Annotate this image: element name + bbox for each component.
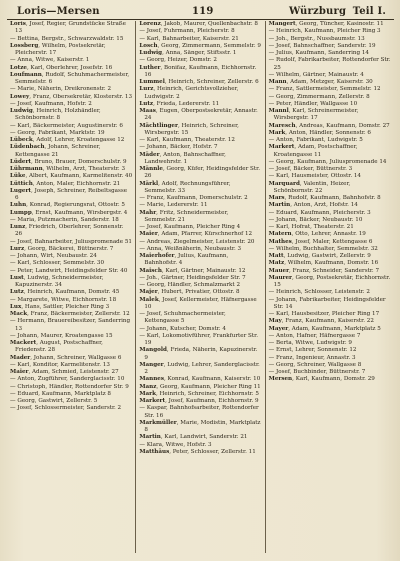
directory-entry: Lutz, Heinrich, Kaufmann, Domstr. 45 [10,289,120,296]
directory-entry: — Maria, Putzmacherin, Sanderstr. 18 [10,216,119,223]
directory-entry: Lorenz, Jakob, Maurer, Quellenbachstr. 8 [139,21,258,27]
directory-entry: Mathes, Josef, Maler, Kettengasse 6 [268,238,373,245]
directory-entry: — Eduard, Kaufmann, Pleicherstr. 3 [268,209,371,216]
directory-entry: — Marie, Ledererstr. 11 [139,202,208,209]
directory-entry: Maisch, Karl, Gärtner, Mainaustr. 12 [139,267,246,274]
directory-entry: — Marie, Näherin, Dreikronenstr. 2 [10,86,112,93]
directory-entry: Männle, Georg, Küfer, Heidingsfelder Str. 26 [139,166,260,180]
directory-entry: — Anna, Witwe, Kaiserstr. 1 [10,57,90,64]
directory-entry: — Georg, Kaufmann, Juliuspromenade 14 [268,158,387,165]
directory-entry: — Christoph, Händler, Rottendorfer Str. 9 [10,383,129,390]
directory-entry: Mannl, Karl, Schreinermeister, Wirsbergstr. 17 [268,108,359,122]
directory-entry: Loris, Josef, Regier, Grundstücke Straße 13 [10,21,126,35]
directory-entry: — Karl, Lokomotivführer, Frankfurter Str. 19 [139,332,258,346]
directory-entry: — Karl, Hofrat, Theaterstr. 21 [268,224,354,230]
directory-entry: Lunz, Friedrich, Oberlehrer, Sonnenstr. 26 [10,224,124,238]
directory-entry: Martin, Anton, Arzt, Hofstr. 14 [268,202,358,209]
directory-entry: — Franz, Kaufmann, Domerschulstr. 2 [139,195,248,201]
directory-entry: — Berta, Witwe, Ludwigstr. 9 [268,340,352,346]
directory-entry: Lurz, Heinrich, Gerichtsvollzieher, Ludwigstr. 2 [139,86,239,100]
directory-entry: — Josef, Bahnarbeiter, Juliuspromenade 51 [10,238,132,245]
directory-entry: Matt, Ludwig, Gastwirt, Zellerstr. 9 [268,253,371,259]
directory-entry: Markmüller, Marie, Modistin, Marktplatz 8 [139,419,261,433]
directory-entry: Lummel, Heinrich, Schreiner, Zellerstr. 6 [139,79,259,85]
directory-entry: Mangert, Georg, Tüncher, Kasinostr. 11 [268,21,384,27]
directory-entry: — Josef, Buchbinder, Büttnerstr. 7 [268,369,366,375]
directory-entry: — Margarete, Witwe, Eichhornstr. 18 [10,296,117,303]
page-header [7,6,394,20]
directory-entry: — Anton, Fabrikant, Ludwigstr. 5 [268,137,363,143]
directory-entry: Mader, Johann, Schreiner, Wallgasse 6 [10,354,122,361]
directory-entry: Lübeck, Adolf, Lehrer, Kroatengasse 12 [10,137,125,143]
directory-entry: Luther, Bonifaz, Kaufmann, Eichhornstr. 16 [139,64,257,78]
directory-entry: — Julius, Kaufmann, Sanderring 14 [268,50,369,56]
directory-entry: Mangold, Frieda, Näherin, Kapuzinerstr. 9 [139,347,258,361]
directory-entry: Lutz, Frieda, Ledererstr. 11 [139,100,220,107]
directory-entry: Losch, Georg, Zimmermann, Semmelstr. 9 [139,42,261,49]
directory-entry: — Franz, Sattlermeister, Semmelstr. 12 [268,86,381,93]
directory-entry: — Joh., Bergstr., Nussbaumstr. 13 [268,35,365,42]
directory-entry: Mack, Franz, Bäckermeister, Zellerstr. 12 [10,311,130,317]
directory-entry: — Georg, Schreiner, Wallgasse 8 [268,361,362,368]
directory-entry: Mark, Anton, Händler, Sonnenstr. 6 [268,129,371,136]
directory-entry: Maresch, Andreas, Kaufmann, Domstr. 27 [268,122,390,129]
directory-entry: Mächtlinger, Heinrich, Schreiner, Wirsbergstr. 15 [139,122,239,136]
directory-entry: Lüttich, Anton, Maler, Eichhornstr. 21 [10,180,121,187]
directory-entry: Majer, Hubert, Privatier, Ottostr. 8 [139,289,240,296]
directory-entry: Maierhofer, Julius, Kaufmann, Bahnhofstr. 4 [139,253,229,267]
column-2 [135,21,264,553]
directory-entry: Lotze, Karl, Oberlehrer, Josefstr. 16 [10,64,113,71]
directory-entry: — Peter, Händler, Wallgasse 10 [268,100,358,107]
directory-entry: Manz, Georg, Kaufmann, Pleicher Ring 11 [139,383,261,390]
directory-entry: Luhn, Konrad, Regierungsrat, Ottostr. 5 [10,202,125,209]
directory-entry: — Josef, Kaufmann, Hofstr. 2 [10,100,92,107]
directory-entry: — Anna, Weißnäherin, Neubaustr. 3 [139,245,242,252]
directory-entry: — Georg, Heizer, Domstr. 2 [139,57,217,64]
directory-entry: Maas, Eugen, Oberpostsekretär, Annastr. 24 [139,108,258,122]
directory-entry: Maier, Adam, Pfarrer, Kürschnerhof 12 [139,231,253,238]
directory-entry: Lüdenbach, Johann, Schreiner, Kettengasse 21 [10,144,101,158]
directory-entry: — Heinrich, Schlosser, Leistenstr. 2 [268,289,370,296]
directory-entry: — Johann, Bäcker, Neubaustr. 10 [268,216,363,223]
directory-entry: — Johann, Kutscher, Domstr. 4 [139,325,226,332]
directory-entry: Lüke, Albert, Kaufmann, Karmelitenstr. 40 [10,173,133,180]
directory-entry: Mahr, Fritz, Schneidermeister, Semmelstr. 21 [139,209,229,223]
directory-entry: — Johann, Maurer, Kroatengasse 15 [10,332,113,339]
directory-entry: Mauer, Franz, Schneider, Sanderstr. 7 [268,267,380,274]
directory-entry: — Andreas, Ziegelmeister, Leistenstr. 20 [139,238,255,245]
directory-entry: Malek, Josef, Kellermeister, Häfnergasse 10 [139,296,257,310]
directory-entry: — Anton, Hafner, Häfnergasse 7 [268,332,361,339]
directory-entry: — Johann, Bäcker, Hofstr. 7 [139,144,218,151]
column-3 [265,21,394,553]
directory-entry: — Georg, Zimmermann, Zellerstr. 8 [268,93,370,100]
directory-entry: — Josef, Schlossermeister, Sanderstr. 2 [10,405,122,412]
directory-entry: — Georg, Gastwirt, Zellerstr. 5 [10,398,98,404]
directory-entry: — Josef, Kaufmann, Pleicher Ring 4 [139,224,241,230]
column-1 [7,21,135,553]
directory-entry: — Karl, Konditor, Karmelitenstr. 13 [10,361,110,368]
directory-entry: — Josef, Bahnschaffner, Sanderstr. 19 [268,42,376,49]
directory-entry: Märkl, Adolf, Rechnungsführer, Semmelstr. 33 [139,180,231,194]
directory-entry: Lüdert, Bruno, Brauer, Domerschulstr. 9 [10,158,127,165]
directory-entry: — Georg, Händler, Schmalzmarkt 2 [139,282,240,288]
directory-entry: Lowey, Franz, Obersekretär, Klosterstr. 13 [10,93,133,100]
directory-entry: May, Franz, Kaufmann, Kaiserstr. 22 [268,318,374,325]
directory-entry: — Wilhelm, Gärtner, Mainaustr. 4 [268,71,364,78]
directory-entry: Mannes, Konrad, Kaufmann, Kaiserstr. 10 [139,376,261,383]
directory-entry: — Anton, Zugführer, Sanderglacisstr. 10 [10,376,125,383]
directory-entry: Lugert, Joseph, Schreiner, Reibeltsgasse 6 [10,187,128,201]
page-number: 119 [192,6,214,17]
directory-entry: Mann, Adam, Metzger, Kaiserstr. 30 [268,79,373,85]
directory-entry: — Karl, Hausbesitzer, Pleicher Ring 17 [268,311,380,317]
directory-entry: Maurer, Georg, Postsekretär, Eichhornstr. 15 [268,274,391,288]
directory-entry: Matz, Wilhelm, Kaufmann, Domstr. 16 [268,260,379,267]
directory-entry: — Peter, Landwirt, Heidingsfelder Str. 40 [10,267,128,274]
directory-entry: Matthäus, Peter, Schlosser, Zellerstr. 11 [139,448,256,455]
directory-entry: Mayer, Adam, Kaufmann, Marktplatz 5 [268,325,381,332]
directory-entry: — Wilhelm, Buchhalter, Semmelstr. 32 [268,245,378,252]
header-part: Teil I. [352,6,386,17]
directory-entry: Markert, Adam, Postschaffner, Kroatengasse 11 [268,144,358,158]
directory-entry: — Karl, Hausmeister, Ottostr. 14 [268,173,361,180]
directory-entry: Lossberg, Wilhelm, Postsekretär, Pleicherstr. 17 [10,42,106,56]
directory-entry: — Klara, Witwe, Hofstr. 3 [139,441,212,448]
directory-entry: Maier, Adam, Schmied, Leistenstr. 27 [10,369,119,375]
directory-entry: — Joh., Gärtner, Heidingsfelder Str. 7 [139,274,246,281]
directory-entry: — Ernst, Lehrer, Sonnenstr. 12 [268,347,357,354]
directory-entry: Ludwig, Anna, Sänger, Stiftsstr. 1 [139,50,237,56]
directory-entry: Ludwig, Heinrich, Holzhändler, Schönbornstr. 8 [10,108,101,122]
directory-entry: — Kaspar, Bahnhofsarbeiter, Rottendorfer Str. 16 [139,405,259,419]
directory-entry: Marquard, Valentin, Heizer, Schönbornstr. 22 [268,180,351,194]
directory-entry: — Karl, Bahnarbeiter, Kaiserstr. 21 [139,35,239,42]
directory-entry: — Josef, Fuhrmann, Pleicherstr. 8 [139,28,235,35]
header-city: Würzburg [289,6,347,17]
directory-entry: Mars, Rudolf, Kaufmann, Bahnhofstr. 8 [268,195,381,201]
entry-columns [7,21,394,553]
directory-entry: Mäder, Anton, Bahnschaffner, Landwehrstr. 1 [139,151,226,165]
directory-entry: Martin, Karl, Landwirt, Sanderstr. 21 [139,434,248,441]
directory-entry: — Rudolf, Fabrikarbeiter, Rottendorfer Str. 25 [268,57,391,71]
directory-entry: Lust, Ludwig, Schneidermeister, Kapuzinerstr. 34 [10,274,104,288]
directory-entry: Markert, Josef, Kaufmann, Eichhornstr. 9 [139,398,259,404]
directory-entry: Lurz, Georg, Bäckerei, Büttnerstr. 7 [10,245,114,252]
header-rule [7,19,394,20]
directory-entry: Matern, Otto, Lehrer, Annastr. 19 [268,231,366,238]
directory-entry: — Johann, Fabrikarbeiter, Heidingsfelder Str. 14 [268,296,386,310]
directory-entry: — Bettina, Bergstr., Schwarzwaldstr. 15 [10,35,124,42]
directory-entry: — Karl, Schlosser, Semmelstr. 30 [10,260,104,267]
directory-entry: — Eduard, Kaufmann, Marktplatz 8 [10,390,111,397]
header-range: Loris—Mersen [17,6,100,17]
directory-entry: Lux, Hans, Sattler, Pleicher Ring 3 [10,303,110,310]
directory-entry: — Heinrich, Kaufmann, Pleicher Ring 3 [268,28,381,35]
directory-entry: — Georg, Fabrikant, Marktstr. 19 [10,129,105,136]
directory-entry: — Karl, Bäckermeister, Augustinerstr. 6 [10,122,123,129]
directory-entry: — Franz, Ingenieur, Annastr. 3 [268,354,356,361]
directory-entry: Manger, Ludwig, Lehrer, Sanderglacisstr. 2 [139,361,260,375]
directory-entry: Loufmann, Rudolf, Schuhmachermeister, Semmelstr. 6 [10,71,130,85]
directory-entry: — Hermann, Brauereibesitzer, Sanderring 13 [10,318,131,332]
directory-entry: — Johann, Wirt, Neubaustr. 24 [10,253,97,259]
directory-entry: Mark, Heinrich, Schreiner, Eichhornstr. 5 [139,390,259,397]
directory-entry: — Karl, Kaufmann, Theaterstr. 12 [139,137,235,143]
directory-entry: — Josef, Bäcker, Büttnerstr. 3 [268,166,353,172]
directory-entry: Lührmann, Wilhelm, Arzt, Theaterstr. 3 [10,166,126,172]
directory-entry: Mackert, August, Postschaffner, Friedenstr. 28 [10,340,103,354]
directory-entry: — Josef, Schuhmachermeister, Kettengasse 5 [139,311,226,325]
directory-entry: Lumpp, Ernst, Kaufmann, Wirsbergstr. 4 [10,209,128,216]
directory-entry: Mersen, Karl, Kaufmann, Domstr. 29 [268,376,375,383]
